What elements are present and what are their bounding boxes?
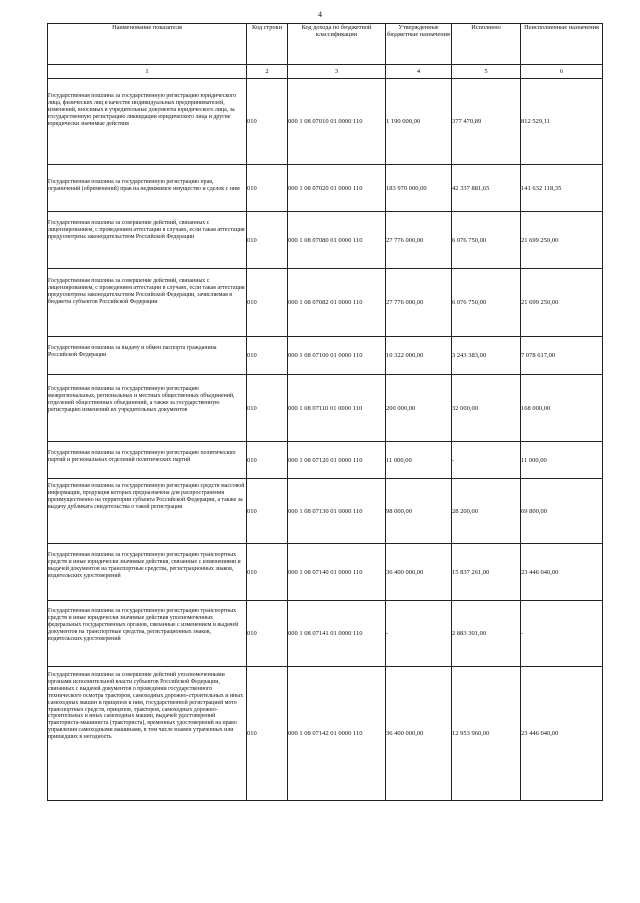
budget-code-cell: 000 1 08 07100 01 0000 110	[288, 337, 386, 375]
approved-cell: 183 970 000,00	[386, 165, 452, 212]
indicator-name: Государственная пошлина за выдачу и обмен паспорта гражданина Российской Федерации	[48, 345, 217, 358]
indicator-name: Государственная пошлина за совершение действий, связанных с лицензированием, с проведением аттестации в случаях, если такая аттестация предусмотрена законодательством Российской Федерации, зачисляемая в бюджеты субъектов Российской Федерации	[48, 278, 245, 305]
indicator-name: Государственная пошлина за совершение действий, связанных с лицензированием, с проведением аттестации в случаях, если такая аттестация предусмотрена законодательством Российской Федерации	[48, 220, 245, 240]
budget-code-cell: 000 1 08 07110 01 0000 110	[288, 375, 386, 442]
header-indicator: Наименование показателя	[48, 24, 247, 65]
indicator-name-cell	[48, 601, 247, 667]
column-number: 5	[452, 65, 521, 79]
table-row	[48, 212, 603, 269]
indicator-name-cell	[48, 544, 247, 601]
column-number: 6	[521, 65, 603, 79]
unexecuted-cell: 168 000,00	[521, 375, 603, 442]
indicator-name: Государственная пошлина за государственную регистрацию прав, ограничений (обременений) прав на недвижимое имущество и сделок с ним	[48, 179, 240, 192]
column-number: 2	[247, 65, 288, 79]
table-row	[48, 544, 603, 601]
executed-cell: 12 953 960,00	[452, 667, 521, 801]
line-code-cell: 010	[247, 212, 288, 269]
executed-cell: 15 837 261,00	[452, 544, 521, 601]
table-row	[48, 337, 603, 375]
budget-code-cell: 000 1 08 07140 01 0000 110	[288, 544, 386, 601]
table-row	[48, 375, 603, 442]
table-row	[48, 79, 603, 165]
column-number: 3	[288, 65, 386, 79]
line-code-cell: 010	[247, 337, 288, 375]
executed-cell: 42 337 881,65	[452, 165, 521, 212]
indicator-name-cell	[48, 212, 247, 269]
approved-cell: 98 000,00	[386, 479, 452, 544]
header-row	[48, 24, 603, 65]
line-code-cell: 010	[247, 442, 288, 479]
approved-cell: 10 322 000,00	[386, 337, 452, 375]
indicator-name-cell	[48, 337, 247, 375]
executed-cell: 32 000,00	[452, 375, 521, 442]
table-row	[48, 442, 603, 479]
indicator-name: Государственная пошлина за государственную регистрацию транспортных средств и иные юридически значимые действия уполномоченных федеральных государственных органов, связанные с изменением и выдачей документов на транспортные средства, регистрационных знаков, водительских удостоверений	[48, 608, 239, 642]
unexecuted-cell: 21 699 250,00	[521, 212, 603, 269]
approved-cell: 1 190 000,00	[386, 79, 452, 165]
line-code-cell: 010	[247, 479, 288, 544]
unexecuted-cell: 23 446 040,00	[521, 544, 603, 601]
column-number: 4	[386, 65, 452, 79]
indicator-name: Государственная пошлина за совершение действий уполномоченными органами исполнительной власти субъектов Российской Федерации, связанных с выдачей документов о проведении государственного технического осмотра тракторов, самоходных дорожно-строительных и иных самоходных машин и прицепов к ним, государственной регистрацией мото транспортных средств, прицепов, тракторов, самоходных дорожно-строительных и иных самоходных машин, выдачей удостоверений тракториста-машиниста (тракториста), временных удостоверений на право управления самоходными машинами, в том числе взамен утраченных или пришедших в негодность	[48, 672, 244, 741]
header-unexecuted: Неисполненные назначения	[521, 24, 603, 65]
indicator-name: Государственная пошлина за государственную регистрацию транспортных средств и иные юридически значимые действия, связанные с изменениями и выдачей документов на транспортные средства, регистрационных знаков, водительских удостоверений	[48, 552, 241, 579]
indicator-name-cell	[48, 269, 247, 337]
indicator-name: Государственная пошлина за государственную регистрацию межрегиональных, региональных и местных общественных объединений, отделений общественных объединений, а также за государственную регистрацию изменений их учредительных документов	[48, 386, 235, 413]
line-code-cell: 010	[247, 601, 288, 667]
indicator-name: Государственная пошлина за государственную регистрацию юридического лица, физических лиц в качестве индивидуальных предпринимателей, изменений, вносимых в учредительные документы юридического лица, за государственную регистрацию ликвидации юридического лица и другие юридически значимые действия	[48, 93, 237, 127]
executed-cell: 6 076 750,00	[452, 269, 521, 337]
budget-code-cell: 000 1 08 07080 01 0000 110	[288, 212, 386, 269]
unexecuted-cell: -	[521, 601, 603, 667]
indicator-name-cell	[48, 79, 247, 165]
column-number-row	[48, 65, 603, 79]
executed-cell: -	[452, 442, 521, 479]
line-code-cell: 010	[247, 375, 288, 442]
approved-cell: 36 400 000,00	[386, 544, 452, 601]
executed-cell: 2 883 301,00	[452, 601, 521, 667]
table-row	[48, 667, 603, 801]
budget-code-cell: 000 1 08 07130 01 0000 110	[288, 479, 386, 544]
table-row	[48, 479, 603, 544]
page-number: 4	[318, 10, 322, 19]
table-row	[48, 269, 603, 337]
indicator-name: Государственная пошлина за государственную регистрацию средств массовой информации, продукция которых предназначена для распространения преимущественно на территории субъекта Российской Федерации, а также за выдачу дубликата свидетельства о такой регистрации	[48, 483, 245, 510]
header-executed: Исполнено	[452, 24, 521, 65]
unexecuted-cell: 812 529,11	[521, 79, 603, 165]
line-code-cell: 010	[247, 544, 288, 601]
unexecuted-cell: 69 800,00	[521, 479, 603, 544]
approved-cell: -	[386, 601, 452, 667]
table-row	[48, 165, 603, 212]
indicator-name: Государственная пошлина за государственную регистрацию политических партий и региональных отделений политических партий	[48, 450, 236, 463]
indicator-name-cell	[48, 442, 247, 479]
line-code-cell: 010	[247, 667, 288, 801]
budget-code-cell: 000 1 08 07020 01 0000 110	[288, 165, 386, 212]
budget-code-cell: 000 1 08 07010 01 0000 110	[288, 79, 386, 165]
table-row	[48, 601, 603, 667]
budget-code-cell: 000 1 08 07082 01 0000 110	[288, 269, 386, 337]
header-approved: Утвержденные бюджетные назначения	[386, 24, 452, 65]
executed-cell: 6 076 750,00	[452, 212, 521, 269]
line-code-cell: 010	[247, 165, 288, 212]
unexecuted-cell: 7 078 617,00	[521, 337, 603, 375]
indicator-name-cell	[48, 667, 247, 801]
executed-cell: 3 243 383,00	[452, 337, 521, 375]
approved-cell: 27 776 000,00	[386, 212, 452, 269]
executed-cell: 377 470,89	[452, 79, 521, 165]
header-budget-code: Код дохода по бюджетной классификации	[288, 24, 386, 65]
line-code-cell: 010	[247, 79, 288, 165]
line-code-cell: 010	[247, 269, 288, 337]
approved-cell: 11 000,00	[386, 442, 452, 479]
approved-cell: 36 400 000,00	[386, 667, 452, 801]
executed-cell: 28 200,00	[452, 479, 521, 544]
indicator-name-cell	[48, 165, 247, 212]
indicator-name-cell	[48, 375, 247, 442]
indicator-name-cell	[48, 479, 247, 544]
header-line-code: Код строки	[247, 24, 288, 65]
unexecuted-cell: 23 446 040,00	[521, 667, 603, 801]
unexecuted-cell: 141 632 118,35	[521, 165, 603, 212]
approved-cell: 27 776 000,00	[386, 269, 452, 337]
column-number: 1	[48, 65, 247, 79]
budget-code-cell: 000 1 08 07142 01 0000 110	[288, 667, 386, 801]
unexecuted-cell: 11 000,00	[521, 442, 603, 479]
budget-code-cell: 000 1 08 07141 01 0000 110	[288, 601, 386, 667]
budget-code-cell: 000 1 08 07120 01 0000 110	[288, 442, 386, 479]
report-table	[47, 23, 603, 801]
approved-cell: 200 000,00	[386, 375, 452, 442]
unexecuted-cell: 21 699 250,00	[521, 269, 603, 337]
